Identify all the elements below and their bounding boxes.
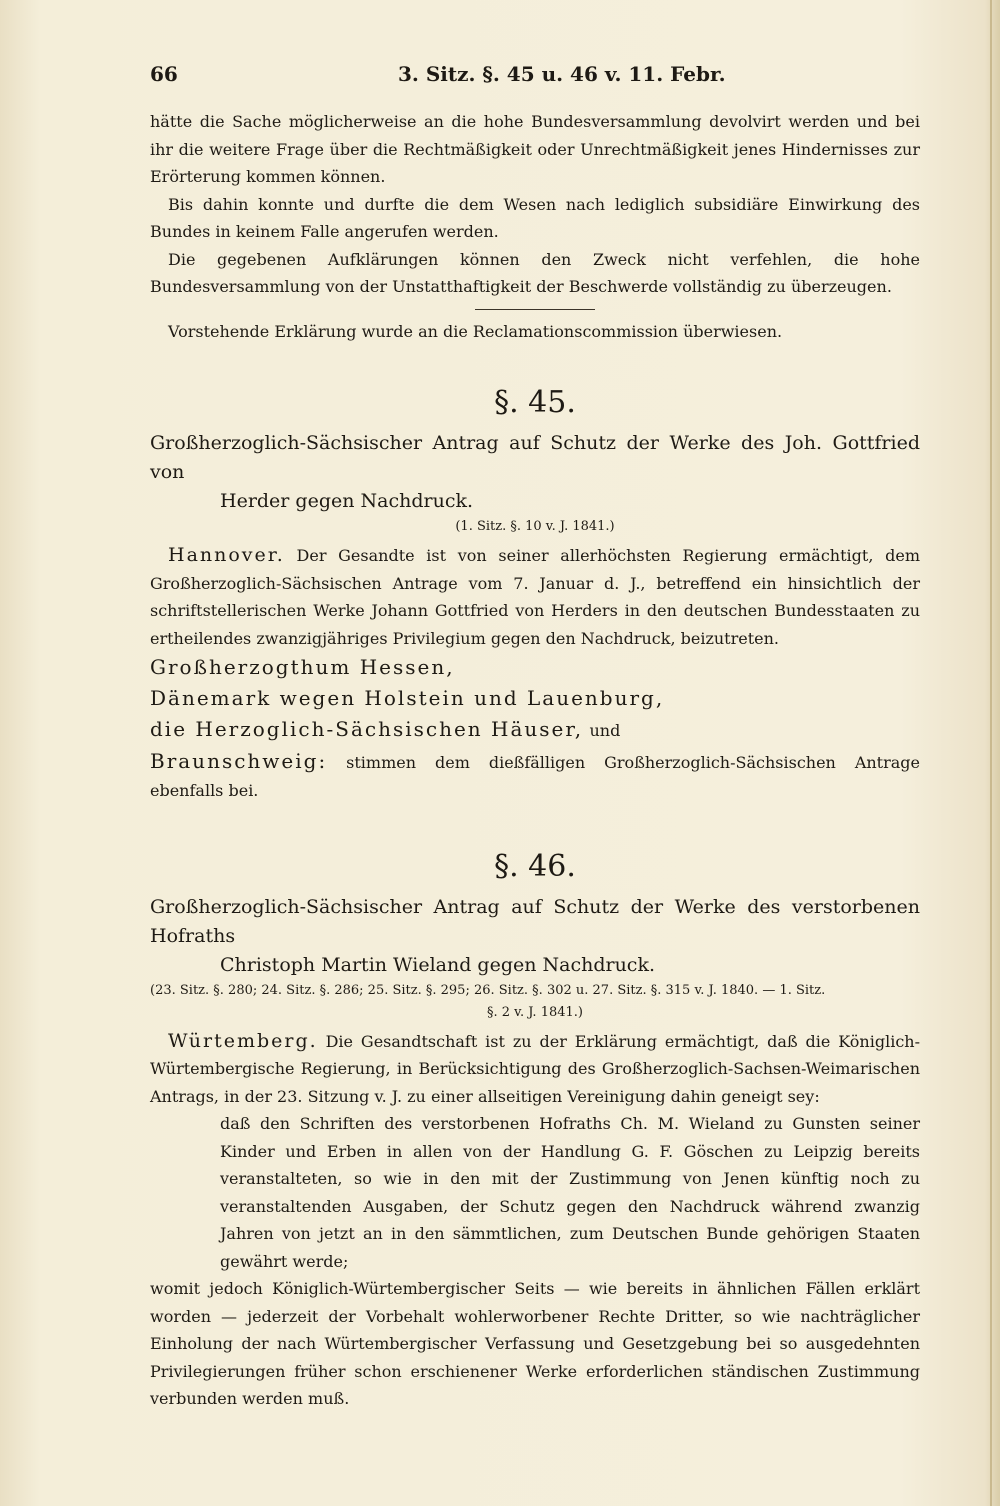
vote-text: Die Gesandtschaft ist zu der Erklärung ermächtigt, daß die Königlich-Würtembergische Regierung, in Berücksichtigung des Großherzoglich-Sachsen-Weimarischen Antrags, in der 23. Sitzung v. J. zu einer allseitigen Vereinigung dahin geneigt sey: [150, 1031, 921, 1106]
page-edge [990, 0, 992, 1506]
vote-text: stimmen dem dießfälligen Großherzoglich-Sächsischen Antrage ebenfalls bei. [150, 753, 921, 800]
page-header [150, 62, 920, 94]
paragraph: Bis dahin konnte und durfte die dem Wesen nach lediglich subsidiäre Einwirkung des Bundes in keinem Falle angerufen werden. [150, 194, 920, 241]
title-line: Herder gegen Nachdruck. [220, 490, 474, 512]
state-name: Dänemark wegen Holstein und Lauenburg, [150, 686, 665, 710]
paragraph: womit jedoch Königlich-Würtembergischer Seits — wie bereits in ähnlichen Fällen erklärt worden — jederzeit der Vorbehalt wohlerworbener Rechte Dritter, so wie nachträglicher Einholung der nach Würtembergischer Verfassung und Gesetzgebung bei so ausgedehnten Privilegierungen früher schon erschienener Werke erforderlichen ständischen Zustimmung verbunden werden muß. [150, 1279, 920, 1408]
title-line: Christoph Martin Wieland gegen Nachdruck. [220, 953, 656, 976]
body-text [150, 108, 920, 1413]
section-heading-46: §. 46. [494, 848, 576, 884]
separator-rule [475, 309, 595, 310]
state-name: Braunschweig: [150, 749, 328, 773]
quoted-resolution: daß den Schriften des verstorbenen Hofraths Ch. M. Wieland zu Gunsten seiner Kinder und Erben in allen von der Handlung G. F. Göschen zu Leipzig bereits veranstalteten, so wie in den mit der Zustimmung von Jenen künftig noch zu veranstaltenden Ausgaben, der Schutz gegen den Nachdruck während zwanzig Jahren von jetzt an in den sämmtlichen, zum Deutschen Bunde gehörigen Staaten gewährt werde; [220, 1114, 920, 1271]
title-line: Großherzoglich-Sächsischer Antrag auf Schutz der Werke des Joh. Gottfried von [150, 432, 920, 483]
state-name: Hannover. [168, 544, 285, 566]
vote-braunschweig [150, 746, 920, 805]
paragraph: Die gegebenen Aufklärungen können den Zweck nicht verfehlen, die hohe Bundesversammlung von der Unstatthaftigkeit der Beschwerde vollständig zu überzeugen. [150, 249, 920, 296]
section-title-45 [150, 429, 920, 516]
section-reference: §. 2 v. J. 1841.) [487, 1004, 583, 1020]
conjunction: und [589, 721, 621, 740]
running-head: 3. Sitz. §. 45 u. 46 v. 11. Febr. [398, 62, 726, 86]
section-reference: (23. Sitz. §. 280; 24. Sitz. §. 286; 25. Sitz. §. 295; 26. Sitz. §. 302 u. 27. Sitz. §. 315 v. J. 1840. — 1. Sitz. [150, 982, 826, 998]
section-heading-45: §. 45. [494, 385, 576, 420]
vote-text: Der Gesandte ist von seiner allerhöchsten Regierung ermächtigt, dem Großherzoglich-Sächsischen Antrage vom 7. Januar d. J., betreffend ein hinsichtlich der schriftstellerischen Werke Johann Gottfried von Herders in den deutschen Bundesstaaten zu ertheilendes zwanzigjähriges Privilegium gegen den Nachdruck, beizutreten. [150, 546, 920, 648]
paragraph: Vorstehende Erklärung wurde an die Reclamationscommission überwiesen. [168, 321, 783, 341]
state-name: die Herzoglich-Sächsischen Häuser, [150, 717, 584, 741]
state-line [150, 714, 920, 746]
page-number: 66 [150, 62, 178, 86]
section-title-46 [150, 893, 920, 980]
section-reference: (1. Sitz. §. 10 v. J. 1841.) [455, 519, 615, 534]
state-name: Würtemberg. [168, 1029, 318, 1052]
state-name: Großherzogthum Hessen, [150, 655, 455, 679]
title-line: Großherzoglich-Sächsischer Antrag auf Schutz der Werke des verstorbenen Hofraths [150, 895, 920, 947]
vote-hannover [150, 542, 920, 652]
paragraph: hätte die Sache möglicherweise an die hohe Bundesversammlung devolvirt werden und bei ihr die weitere Frage über die Rechtmäßigkeit oder Unrechtmäßigkeit jenes Hindernisses zur Erörterung kommen können. [150, 112, 920, 186]
vote-wuertemberg [150, 1028, 920, 1111]
